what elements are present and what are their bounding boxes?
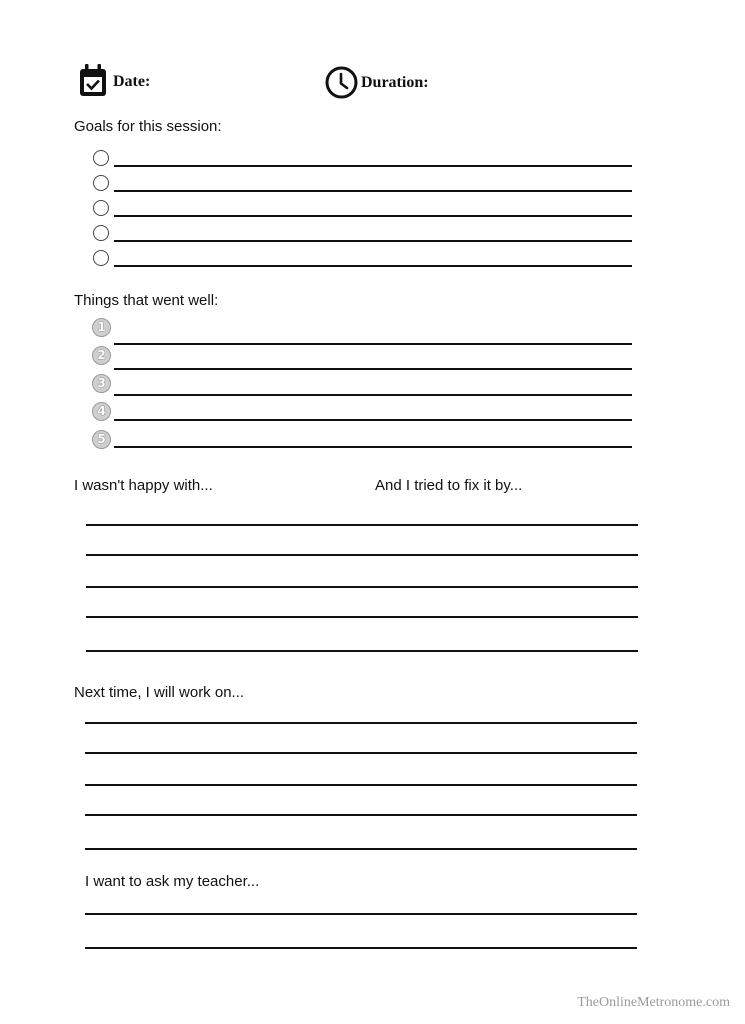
goal-line[interactable]: [114, 240, 632, 242]
ask-teacher-line[interactable]: [85, 913, 637, 915]
next-time-line[interactable]: [85, 784, 637, 786]
date-label: Date:: [113, 73, 151, 90]
not-happy-line[interactable]: [86, 650, 638, 652]
duration-label: Duration:: [361, 74, 429, 91]
empty-circle-icon: [93, 150, 109, 166]
calendar-check-icon: [78, 64, 108, 98]
went-well-line[interactable]: [114, 343, 632, 345]
went-well-heading: Things that went well:: [74, 292, 219, 309]
number-4-icon: 4: [92, 402, 111, 421]
empty-circle-icon: [93, 175, 109, 191]
ask-teacher-line[interactable]: [85, 947, 637, 949]
goals-heading: Goals for this session:: [74, 118, 222, 135]
went-well-line[interactable]: [114, 394, 632, 396]
went-well-line[interactable]: [114, 368, 632, 370]
not-happy-line[interactable]: [86, 554, 638, 556]
next-time-line[interactable]: [85, 722, 637, 724]
next-time-line[interactable]: [85, 814, 637, 816]
not-happy-line[interactable]: [86, 586, 638, 588]
ask-teacher-heading: I want to ask my teacher...: [85, 873, 260, 890]
went-well-line[interactable]: [114, 446, 632, 448]
went-well-line[interactable]: [114, 419, 632, 421]
number-2-icon: 2: [92, 346, 111, 365]
not-happy-line[interactable]: [86, 524, 638, 526]
fix-heading: And I tried to fix it by...: [375, 477, 523, 494]
number-5-icon: 5: [92, 430, 111, 449]
next-time-line[interactable]: [85, 752, 637, 754]
next-time-line[interactable]: [85, 848, 637, 850]
goal-line[interactable]: [114, 265, 632, 267]
not-happy-heading: I wasn't happy with...: [74, 477, 213, 494]
empty-circle-icon: [93, 250, 109, 266]
number-1-icon: 1: [92, 318, 111, 337]
footer-site-link[interactable]: TheOnlineMetronome.com: [577, 995, 730, 1010]
goal-line[interactable]: [114, 190, 632, 192]
clock-icon: [325, 66, 358, 99]
empty-circle-icon: [93, 200, 109, 216]
goal-line[interactable]: [114, 215, 632, 217]
next-time-heading: Next time, I will work on...: [74, 684, 245, 701]
goal-line[interactable]: [114, 165, 632, 167]
number-3-icon: 3: [92, 374, 111, 393]
not-happy-line[interactable]: [86, 616, 638, 618]
empty-circle-icon: [93, 225, 109, 241]
